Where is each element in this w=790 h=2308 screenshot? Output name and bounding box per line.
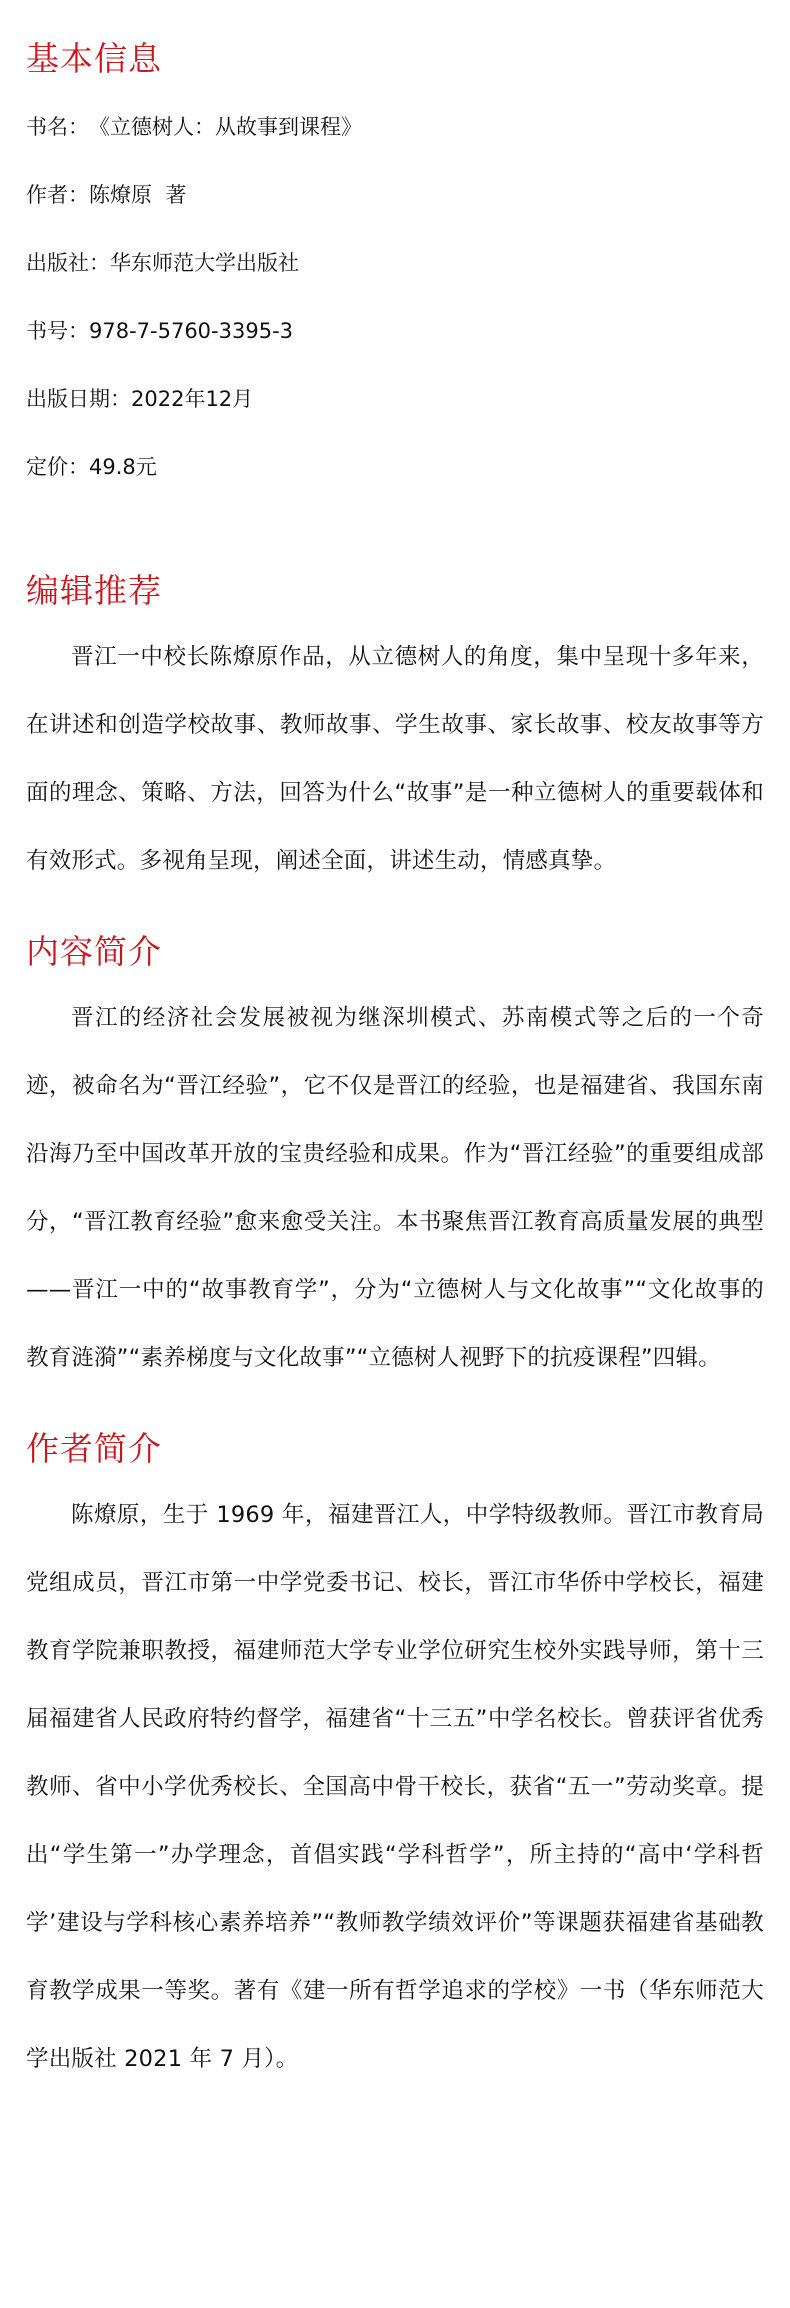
author-intro-title: 作者简介 (26, 1429, 162, 1468)
info-label: 书号： (26, 318, 89, 343)
info-value: 华东师范大学出版社 (110, 250, 299, 275)
info-row-publisher (26, 229, 764, 297)
info-label: 出版社： (26, 250, 110, 275)
info-label: 定价： (26, 454, 89, 479)
content-summary-title: 内容简介 (26, 932, 162, 971)
info-label: 书名： (26, 114, 89, 139)
info-label: 作者： (26, 182, 89, 207)
info-value: 陈燎原 著 (89, 182, 187, 207)
info-row-title (26, 93, 764, 161)
info-value: 2022年12月 (131, 386, 254, 411)
author-intro-text: 陈燎原，生于 1969 年，福建晋江人，中学特级教师。晋江市教育局党组成员，晋江市第一中学党委书记、校长，晋江市华侨中学校长，福建教育学院兼职教授，福建师范大学专业学位研究生校外实践导师，第十三届福建省人民政府特约督学，福建省“十三五”中学名校长。曾获评省优秀教师、省中小学优秀校长、全国高中骨干校长，获省“五一”劳动奖章。提出“学生第一”办学理念，首倡实践“学科哲学”，所主持的“高中‘学科哲学’建设与学科核心素养培养”“教师教学绩效评价”等课题获福建省基础教育教学成果一等奖。著有《建一所有哲学追求的学校》一书（华东师范大学出版社 2021 年 7 月）。 (26, 1502, 764, 2072)
basic-info-section (26, 0, 764, 501)
info-value: 《立德树人：从故事到课程》 (89, 114, 362, 139)
content-summary-text: 晋江的经济社会发展被视为继深圳模式、苏南模式等之后的一个奇迹，被命名为“晋江经验”，它不仅是晋江的经验，也是福建省、我国东南沿海乃至中国改革开放的宝贵经验和成果。作为“晋江经验”的重要组成部分，“晋江教育经验”愈来愈受关注。本书聚焦晋江教育高质量发展的典型——晋江一中的“故事教育学”，分为“立德树人与文化故事”“文化故事的教育涟漪”“素养梯度与文化故事”“立德树人视野下的抗疫课程”四辑。 (26, 1005, 764, 1371)
info-row-isbn (26, 297, 764, 365)
author-intro-section (26, 1429, 764, 2093)
info-row-price (26, 433, 764, 501)
basic-info-list (26, 93, 764, 501)
editor-recommendation-text: 晋江一中校长陈燎原作品，从立德树人的角度，集中呈现十多年来，在讲述和创造学校故事、教师故事、学生故事、家长故事、校友故事等方面的理念、策略、方法，回答为什么“故事”是一种立德树人的重要载体和有效形式。多视角呈现，阐述全面，讲述生动，情感真挚。 (26, 644, 764, 874)
info-value: 49.8元 (89, 454, 157, 479)
content-summary-section (26, 932, 764, 1392)
basic-info-title: 基本信息 (26, 39, 162, 78)
editor-recommendation-section (26, 571, 764, 895)
editor-recommendation-title: 编辑推荐 (26, 571, 162, 610)
info-row-author (26, 161, 764, 229)
info-row-date (26, 365, 764, 433)
info-label: 出版日期： (26, 386, 131, 411)
info-value: 978-7-5760-3395-3 (89, 318, 294, 343)
